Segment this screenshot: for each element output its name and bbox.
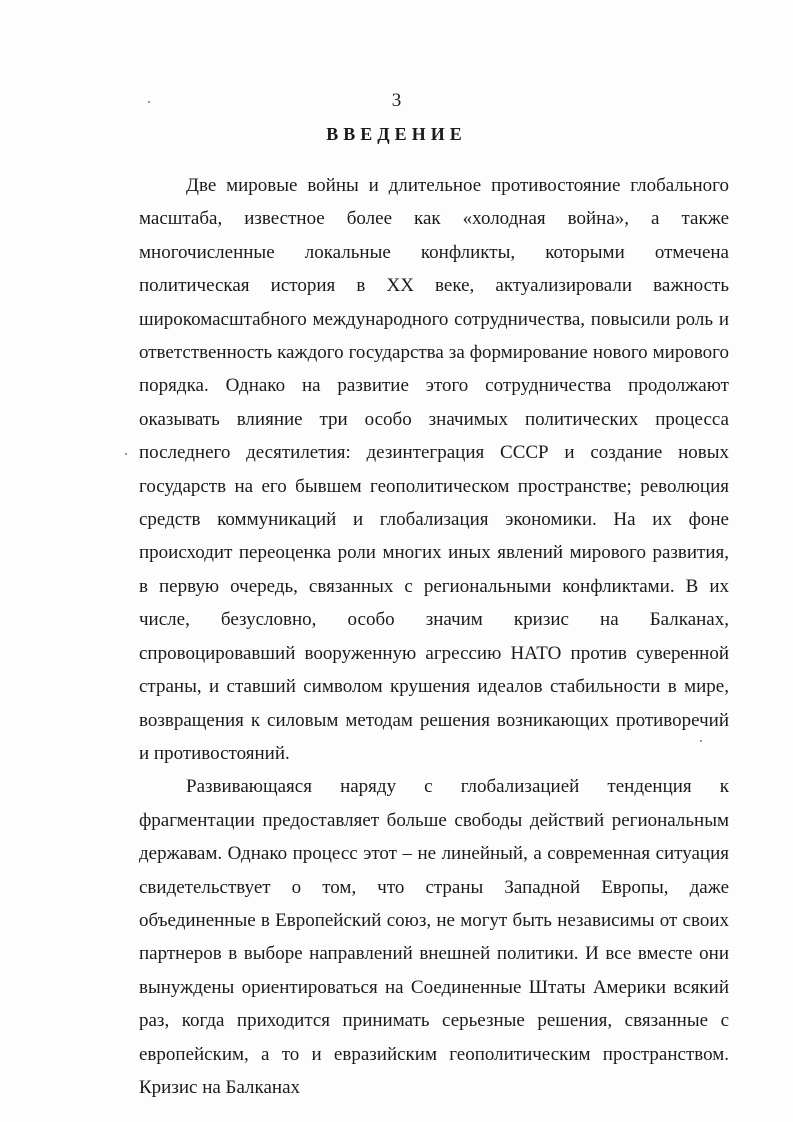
scan-speck (125, 453, 127, 455)
body-text (139, 169, 729, 1104)
paragraph-2: Развивающаяся наряду с глобализацией тенденция к фрагментации предоставляет больше свободы действий региональным державам. Однако процесс этот – не линейный, а современная ситуация свидетельствует о том, что страны Западной Европы, даже объединенные в Европейский союз, не могут быть независимы от своих партнеров в выборе направлений внешней политики. И все вместе они вынуждены ориентироваться на Соединенные Штаты Америки всякий раз, когда приходится принимать серьезные решения, связанные с европейским, а то и евразийским геополитическим пространством. Кризис на Балканах (139, 776, 729, 1098)
paragraph-1: Две мировые войны и длительное противостояние глобального масштаба, известное более как «холодная война», а также многочисленные локальные конфликты, которыми отмечена политическая история в XX веке, актуализировали важность широкомасштабного международного сотрудничества, повысили роль и ответственность каждого государства за формирование нового мирового порядка. Однако на развитие этого сотрудничества продолжают оказывать влияние три особо значимых политических процесса последнего десятилетия: дезинтеграция СССР и создание новых государств на его бывшем геополитическом пространстве; революция средств коммуникаций и глобализация экономики. На их фоне происходит переоценка роли многих иных явлений мирового развития, в первую очередь, связанных с региональными конфликтами. В их числе, безусловно, особо значим кризис на Балканах, спровоцировавший вооруженную агрессию НАТО против суверенной страны, и ставший символом крушения идеалов стабильности в мире, возвращения к силовым методам решения возникающих противоречий и противостояний. (139, 175, 729, 764)
scan-speck (148, 101, 150, 103)
page-number: 3 (391, 90, 402, 111)
scan-speck (700, 740, 702, 742)
section-heading: ВВЕДЕНИЕ (326, 124, 467, 144)
